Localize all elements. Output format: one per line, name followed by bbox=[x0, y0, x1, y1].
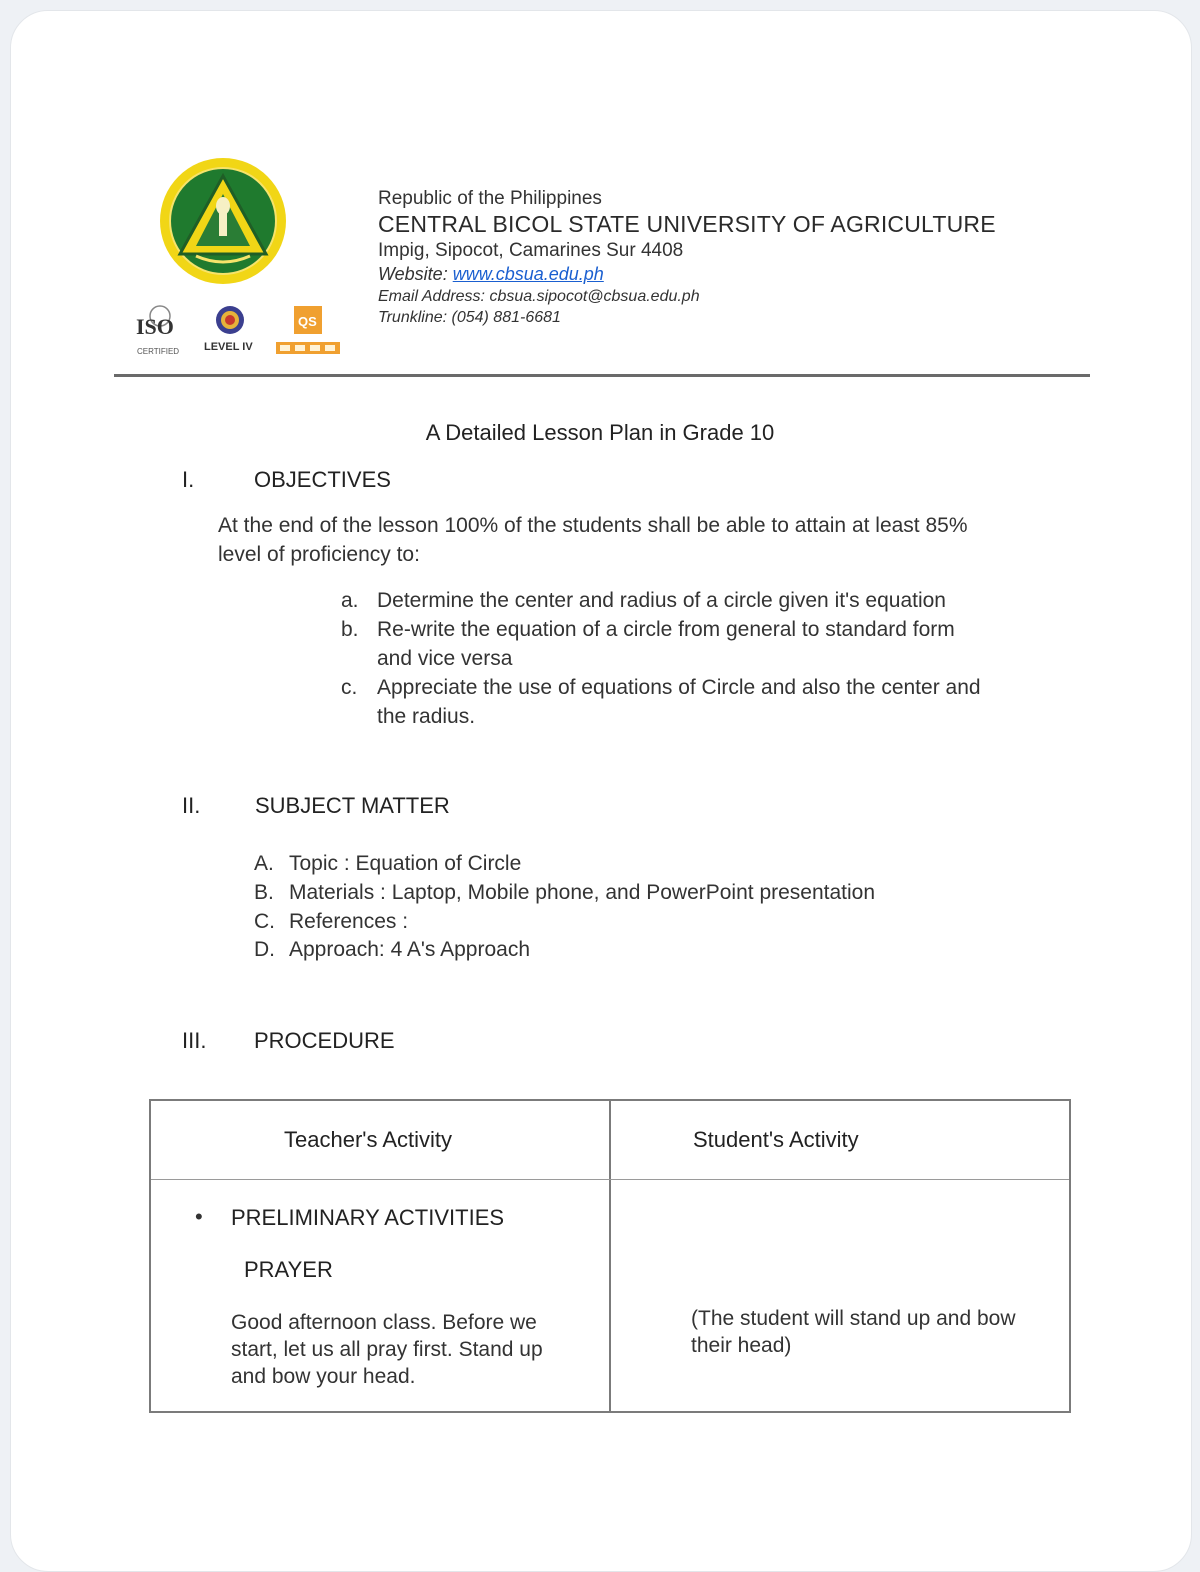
section-title-procedure: PROCEDURE bbox=[254, 1028, 395, 1053]
objective-marker-a: a. bbox=[341, 589, 359, 612]
subject-item-references: References : bbox=[289, 910, 409, 933]
accreditation-badges bbox=[134, 302, 344, 360]
subject-item-topic: Topic : Equation of Circle bbox=[289, 852, 522, 875]
iso-badge-text: ISO bbox=[136, 314, 174, 339]
teacher-line-3: and bow your head. bbox=[231, 1365, 416, 1388]
subject-marker-b: B. bbox=[254, 881, 274, 904]
website-label: Website: bbox=[378, 264, 453, 284]
student-prayer-text bbox=[691, 1305, 1016, 1359]
header-divider bbox=[114, 374, 1090, 377]
trunkline: Trunkline: (054) 881-6681 bbox=[378, 309, 561, 326]
teacher-line-2: start, let us all pray first. Stand up bbox=[231, 1338, 543, 1361]
website-line bbox=[378, 264, 996, 285]
subject-marker-c: C. bbox=[254, 910, 275, 933]
objective-marker-b: b. bbox=[341, 618, 359, 641]
objective-item-b bbox=[377, 615, 955, 673]
republic-line: Republic of the Philippines bbox=[378, 188, 602, 209]
qs-stars-badge-icon bbox=[276, 306, 340, 354]
level-iv-text: LEVEL IV bbox=[204, 341, 253, 353]
objective-item-a bbox=[377, 586, 946, 615]
objective-item-a-line-1: Determine the center and radius of a circle given it's equation bbox=[377, 589, 946, 612]
section-number-procedure: III. bbox=[182, 1028, 207, 1053]
document-title: A Detailed Lesson Plan in Grade 10 bbox=[425, 420, 775, 445]
teacher-prayer-text bbox=[231, 1309, 543, 1390]
iso-badge-icon bbox=[136, 306, 179, 356]
teacher-line-1: Good afternoon class. Before we bbox=[231, 1311, 537, 1334]
level-iv-badge-icon bbox=[204, 306, 253, 353]
section-title-objectives: OBJECTIVES bbox=[254, 467, 391, 492]
table-column-divider bbox=[609, 1101, 611, 1411]
preliminary-activities-heading: PRELIMINARY ACTIVITIES bbox=[231, 1205, 505, 1230]
objective-item-b-line-1: Re-write the equation of a circle from general to standard form bbox=[377, 618, 955, 641]
university-address: Impig, Sipocot, Camarines Sur 4408 bbox=[378, 240, 684, 261]
objective-item-c-line-2: the radius. bbox=[377, 705, 476, 728]
subject-marker-d: D. bbox=[254, 938, 275, 961]
objective-item-c-line-1: Appreciate the use of equations of Circle and also the center and bbox=[377, 676, 981, 699]
section-number-objectives: I. bbox=[182, 467, 195, 492]
student-line-2: their head) bbox=[691, 1334, 792, 1357]
website-link[interactable]: www.cbsua.edu.ph bbox=[452, 264, 604, 284]
email-line: Email Address: cbsua.sipocot@cbsua.edu.ph bbox=[378, 288, 700, 305]
iso-badge-sub: CERTIFIED bbox=[137, 347, 180, 356]
objectives-intro bbox=[218, 511, 968, 569]
prayer-heading: PRAYER bbox=[244, 1257, 333, 1282]
section-number-subject-matter: II. bbox=[182, 793, 201, 818]
bullet-icon: • bbox=[195, 1204, 203, 1229]
qs-badge-text: QS bbox=[298, 314, 317, 329]
objective-item-b-line-2: and vice versa bbox=[377, 647, 513, 670]
student-line-1: (The student will stand up and bow bbox=[691, 1307, 1016, 1330]
objective-marker-c: c. bbox=[341, 676, 358, 699]
letterhead-text bbox=[378, 188, 996, 327]
objectives-intro-line-1: At the end of the lesson 100% of the students shall be able to attain at least 85% bbox=[218, 514, 968, 537]
subject-marker-a: A. bbox=[254, 852, 274, 875]
table-header-teacher: Teacher's Activity bbox=[284, 1127, 453, 1152]
table-header-divider bbox=[151, 1179, 1069, 1180]
university-seal-logo bbox=[158, 156, 288, 286]
table-header-student: Student's Activity bbox=[693, 1127, 859, 1152]
section-title-subject-matter: SUBJECT MATTER bbox=[255, 793, 450, 818]
objective-item-c bbox=[377, 673, 981, 731]
procedure-table bbox=[149, 1099, 1071, 1413]
subject-item-materials: Materials : Laptop, Mobile phone, and PowerPoint presentation bbox=[289, 881, 876, 904]
subject-item-approach: Approach: 4 A's Approach bbox=[289, 938, 531, 961]
university-name: CENTRAL BICOL STATE UNIVERSITY OF AGRICULTURE bbox=[378, 211, 996, 237]
objectives-intro-line-2: level of proficiency to: bbox=[218, 543, 420, 566]
